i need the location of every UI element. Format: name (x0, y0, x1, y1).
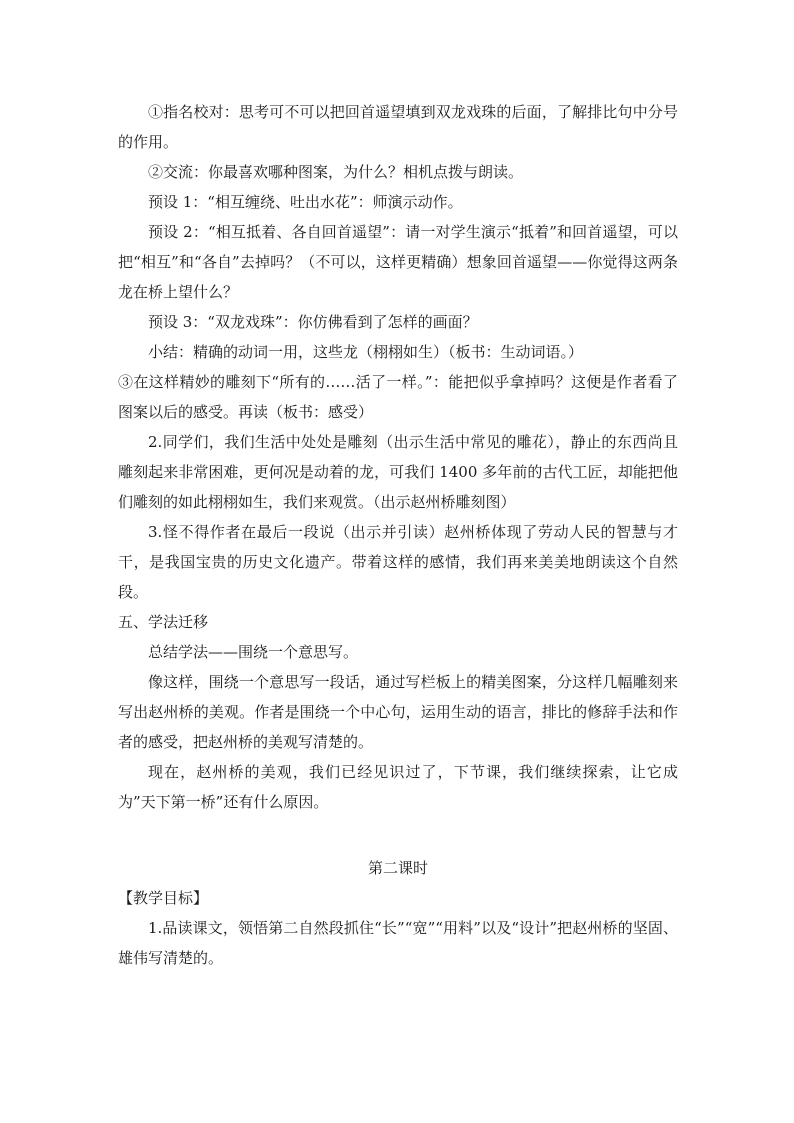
paragraph-carving: ③在这样精妙的雕刻下“所有的……活了一样。”：能把似乎拿掉吗？这便是作者看了图案以后的感受。再读（板书：感受） (118, 373, 678, 421)
section-heading-transfer: 五、学法迁移 (118, 613, 209, 631)
lesson-title: 第二课时 (367, 859, 428, 877)
document-page (118, 97, 678, 973)
paragraph-preset-2: 预设 2：“相互抵着、各自回首遥望”：请一对学生演示“抵着”和回首遥望，可以把“相互”和“各自”去掉吗？（不可以，这样更精确）想象回首遥望——你觉得这两条龙在桥上望什么？ (118, 223, 678, 301)
paragraph-method-summary: 总结学法——围绕一个意思写。 (148, 643, 359, 661)
paragraph-like-this: 像这样，围绕一个意思写一段话，通过写栏板上的精美图案，分这样几幅雕刻来写出赵州桥的美观。作者是围绕一个中心句，运用生动的语言，排比的修辞手法和作者的感受，把赵州桥的美观写清楚的。 (118, 673, 678, 751)
paragraph-summary: 小结：精确的动词一用，这些龙（栩栩如生）（板书：生动词语。） (148, 343, 584, 361)
paragraph-step-3: 3.怪不得作者在最后一段说（出示并引读）赵州桥体现了劳动人民的智慧与才干，是我国宝贵的历史文化遗产。带着这样的感情，我们再来美美地朗读这个自然段。 (118, 523, 678, 601)
paragraph-exchange: ②交流：你最喜欢哪种图案，为什么？相机点拨与朗读。 (148, 163, 524, 181)
paragraph-preset-1: 预设 1：“相互缠绕、吐出水花”：师演示动作。 (148, 193, 463, 211)
paragraph-proofread: ①指名校对：思考可不可以把回首遥望填到双龙戏珠的后面，了解排比句中分号的作用。 (118, 103, 678, 151)
paragraph-preset-3: 预设 3：“双龙戏珠”：你仿佛看到了怎样的画面？ (148, 313, 478, 331)
paragraph-next-lesson: 现在，赵州桥的美观，我们已经见识过了，下节课，我们继续探索，让它成为”天下第一桥”还有什么原因。 (118, 763, 678, 811)
paragraph-objective-1: 1.品读课文，领悟第二自然段抓住“长”“宽”“用料”以及“设计”把赵州桥的坚固、雄伟写清楚的。 (118, 919, 678, 967)
section-heading-objectives: 【教学目标】 (118, 889, 209, 907)
spacer (118, 817, 678, 853)
paragraph-step-2: 2.同学们，我们生活中处处是雕刻（出示生活中常见的雕花），静止的东西尚且雕刻起来非常困难，更何况是动着的龙，可我们 1400 多年前的古代工匠，却能把他们雕刻的如此栩栩如生，我们来观赏。（出示赵州桥雕刻图） (118, 433, 678, 511)
